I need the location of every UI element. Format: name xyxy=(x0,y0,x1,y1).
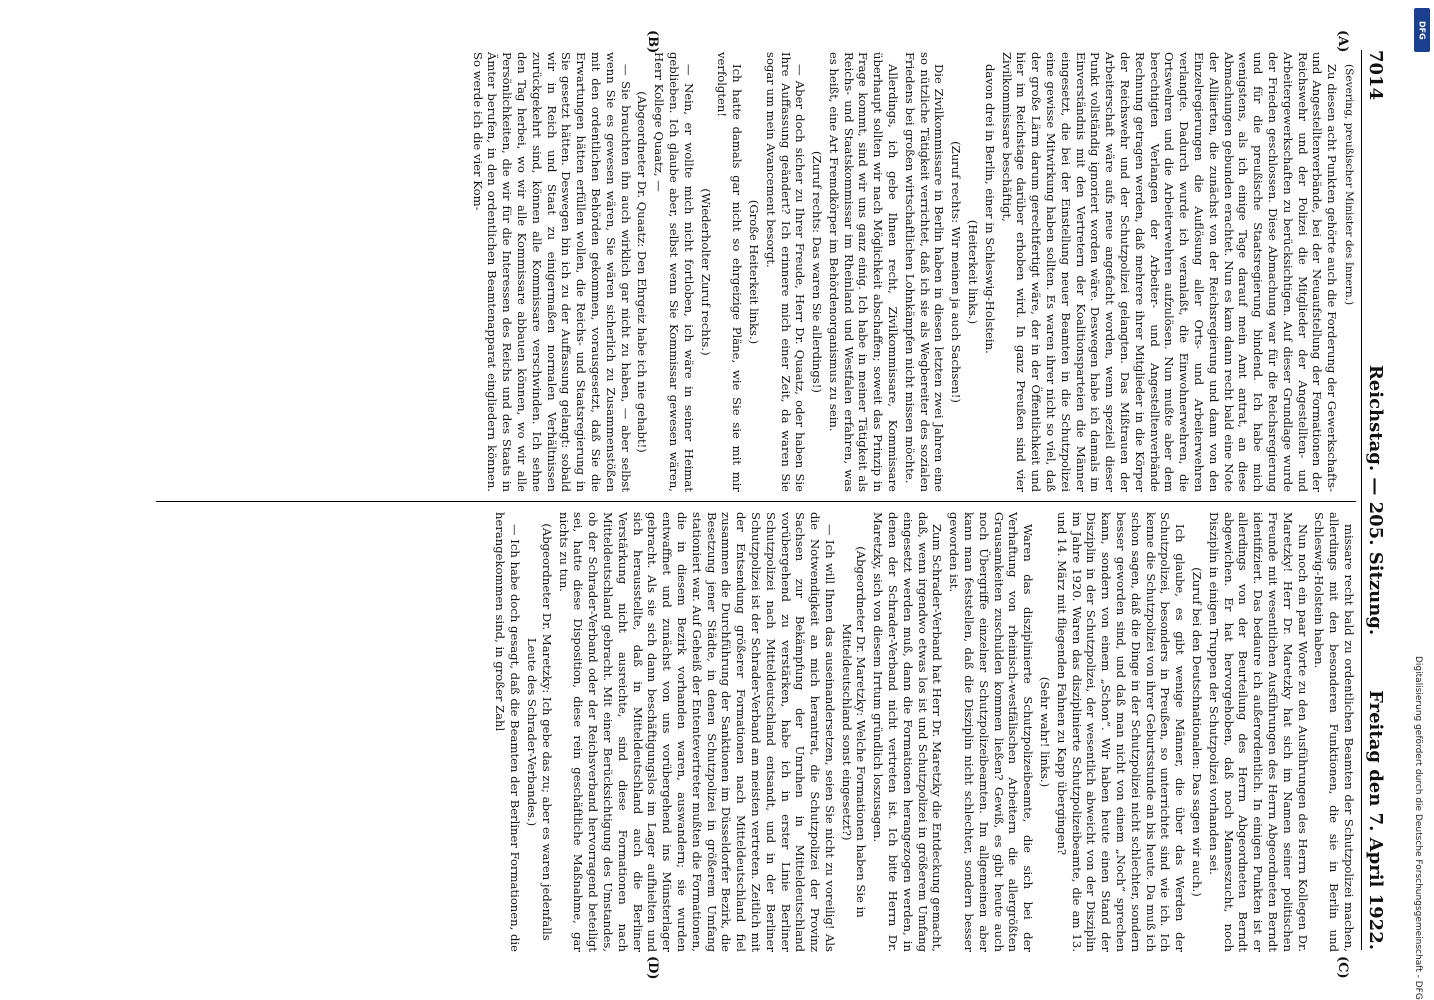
session-date: Freitag den 7. April 1922. xyxy=(1365,690,1386,950)
paragraph: — Aber doch sicher zu Ihrer Freude, Herr Dr. Quaatz, oder haben Sie Ihre Auffassung geändert? Ich erinnere mich einer Zeit, da waren Sie sogar um mein Avancement besorgt. xyxy=(763,52,808,492)
paragraph: davon drei in Berlin, einer in Schleswig-Holstein. xyxy=(982,64,997,354)
paragraph: (Zuruf bei den Deutschnationalen: Das sagen wir auch.) xyxy=(1190,567,1205,897)
paragraph: Zum Schrader-Verband hat Herr Dr. Maretzky die Entdeckung gemacht, daß, wenn irgendwo etwas los ist und Schutzpolizei in größerem Umfang eingesetzt werden muß, dann die Formationen herangezogen werden, in denen der Schrader-Verband nicht vertreten ist. Ich bitte Herrn Dr. Maretzky, sich von diesem Irrtum gründlich loszusagen. xyxy=(871,512,945,952)
column-divider xyxy=(156,501,1356,502)
page-header xyxy=(1361,50,1392,950)
paragraph: (Abgeordneter Dr. Quaatz: Den Ehrgeiz habe ich nie gehabt!) xyxy=(635,91,650,453)
margin-marker-b: (B) xyxy=(645,30,660,54)
paragraph: (Zuruf rechts: Wir meinen ja auch Sachsen!) xyxy=(949,141,964,403)
dfg-badge: DFG xyxy=(1414,8,1430,52)
session-title: Reichstag. — 205. Sitzung. xyxy=(1365,364,1386,636)
paragraph: Ich hatte damals gar nicht so ehrgeizige Pläne, wie Sie sie mit mir verfolgten! xyxy=(715,52,745,492)
paragraph: (Zuruf rechts: Das waren Sie allerdings!) xyxy=(810,151,825,393)
margin-marker-d: (D) xyxy=(645,956,660,980)
paragraph: — Ich habe doch gesagt, daß die Beamten der Berliner Formationen, die herangekommen sind, in großer Zahl xyxy=(493,512,523,952)
page-number: 7014 xyxy=(1365,50,1386,101)
paragraph: (Severing, preußischer Minister des Innern.) xyxy=(1343,64,1355,306)
digitization-note: Digitalisierung gefördert durch die Deutsche Forschungsgemeinschaft - DFG xyxy=(1413,656,1423,1000)
paragraph: missare recht bald zu ordentlichen Beamten der Schutzpolizei machen, allerdings mit den besonderen Funktionen, die sie in Berlin und Schleswig-Holstein haben. xyxy=(1312,512,1356,952)
paragraph: — Nein, er wollte mich nicht fortloben, ich wäre in seiner Heimat geblieben. Ich glaube aber, selbst wenn Sie Kommissar gewesen wären, Herr Kollege Quaatz, — xyxy=(652,52,696,492)
paragraph: (Abgeordneter Dr. Maretzky: Welche Formationen haben Sie in Mitteldeutschland sonst eingesetzt?) xyxy=(839,546,869,918)
paragraph: Nun noch ein paar Worte zu den Ausführungen des Herrn Kollegen Dr. Maretzky! Herr Dr. Maretzky hat sich im Namen seiner politischen Freunde mit wesentlichen Ausführungen des Herrn Abgeordneten Berndt identifiziert. Das bedaure ich außerordentlich. In einigen Punkten ist er allerdings von der Beurteilung des Herrn Abgeordneten Berndt abgewichen. Er hat hervorgehoben, daß noch Manneszucht, noch Disziplin in einigen Truppen der Schutzpolizei vorhanden sei. xyxy=(1206,512,1310,952)
paragraph: Die Zivilkommissare in Berlin haben in diesen letzten zwei Jahren eine so nützliche Tätigkeit verrichtet, daß ich sie als Wegbereiter des sozialen Friedens bei großen wirtschaftlichen Lohnkämpfen nicht missen möchte. xyxy=(902,52,947,492)
paragraph: — Sie brauchten ihn auch wirklich gar nicht zu haben, — aber selbst wenn Sie es gewesen wären, Sie wären sicherlich zu Zusammenstößen mit den ordentlichen Behörden gekommen, vorausgesetzt, daß Sie die Erwartungen hätten erfüllen wollen, die Reichs- und Staatsregierung in Sie gesetzt hätten. Deswegen bin ich zu der Auffassung gelangt: sobald wir in Reich und Staat zu einigermaßen normalen Verhältnissen zurückgekehrt sind, können alle Kommissare verschwinden. Ich sehne den Tag herbei, wo wir alle Kommissare abbauen können, wo wir alle Persönlichkeiten, die wir für die Interessen des Reichs und des Staats in Ämter berufen, in den ordentlichen Beamtenapparat eingliedern können. So werde ich die vier Kom- xyxy=(470,52,633,492)
paragraph: (Abgeordneter Dr. Maretzky: Ich gebe das zu; aber es waren jedenfalls Leute des Schrader-Verbandes.) xyxy=(524,523,554,941)
paragraph: (Wiederholter Zuruf rechts.) xyxy=(698,188,713,356)
paragraph: Waren das disziplinierte Schutzpolizeibeamte, die sich bei der Verhaftung von rheinisch-westfälischen Arbeitern die allergrößten Grausamkeiten zuschulden kommen ließen? Gewiß, es gibt heute auch noch Übergriffe einzelner Schutzpolizeibeamten. Im allgemeinen aber kann man feststellen, daß die Disziplin nicht schlechter, sondern besser geworden ist. xyxy=(947,512,1036,952)
margin-marker-a: (A) xyxy=(1335,30,1350,53)
paragraph: Allerdings, ich gebe Ihnen recht, Zivilkommissare, Kommissare überhaupt sollten wir nach Möglichkeit abschaffen; soweit das Prinzip in Frage kommt, sind wir uns ganz einig. Ich habe in meiner Tätigkeit als Reichs- und Staatskommissar im Rheinland und Westfalen erfahren, was es heißt, eine Art Fremdkörper im Behördenorganismus zu sein. xyxy=(826,52,901,492)
paragraph: — Ich will Ihnen das auseinandersetzen, seien Sie nicht zu voreilig! Als die Notwendigkeit an mich herantrat, die Schutzpolizei der Provinz Sachsen zur Bekämpfung der Unruhen in Mitteldeutschland vorübergehend zu verstärken, habe ich in erster Linie Berliner Schutzpolizei nach Mitteldeutschland entsandt, und in der Berliner Schutzpolizei ist der Schrader-Verband am meisten vertreten. Zeitlich mit der Entsendung größerer Formationen nach Mitteldeutschland fiel zusammen die Durchführung der Sanktionen im Düsseldorfer Bezirk, die Besetzung jener Städte, in denen Schutzpolizei in größerem Umfang stationiert war. Auf Geheiß der Ententevertreter mußten die Formationen, die in diesem Bezirk vorhanden waren, auswandern; sie wurden entwaffnet und zunächst von uns vorübergehend ins Münsterlager gebracht. Als sie sich dann beschäftigungslos im Lager aufhielten und sich herausstellte, daß in Mitteldeutschland auch die Berliner Verstärkung nicht ausreichte, sind diese Formationen nach Mitteldeutschland gebracht. Mit einer Berücksichtigung des Umstandes, ob der Schrader-Verband oder der Reichsverband hervorragend beteiligt sei, hatte diese Disposition, diese rein geschäftliche Maßnahme, gar nichts zu tun. xyxy=(556,512,837,952)
paragraph: Ich glaube, es gibt wenige Männer, die über das Werden der Schutzpolizei, besonders in Preußen, so unterrichtet sind wie ich. Ich kenne die Schutzpolizei von ihrer Geburtsstunde an bis heute. Da muß ich schon sagen, daß die Dinge in der Schutzpolizei nicht schlechter, sondern besser geworden sind, und daß man nicht von einem „Noch“ sprechen kann, sondern von einem „Schon“. Wir haben heute einen Stand der Disziplin in der Schutzpolizei, der wesentlich abweicht von der Disziplin im Jahre 1920. Waren das disziplinierte Schutzpolizeibeamte, die am 13. und 14. März mit fliegenden Fahnen zu Kapp übergingen? xyxy=(1054,512,1188,952)
paragraph: Zu diesen acht Punkten gehörte auch die Forderung der Gewerkschafts- und Angestelltenverbände, bei der Neuaufstellung der Formationen der Reichswehr und der Polizei die Mitglieder der Angestellten- und Arbeitergewerkschaften zu berücksichtigen. Auf dieser Grundlage wurde der Frieden geschlossen. Diese Abmachung war für die Reichsregierung und für die preußische Staatsregierung bindend. Ich habe mich wenigstens, als ich einige Tage darauf mein Amt antrat, an diese Abmachungen gebunden erachtet. Nun es kam dann recht bald eine Note der Alliierten, die zunächst von der Reichsregierung und dann von den Einzelregierungen die Auflösung aller Orts- und Arbeiterwehren verlangte. Dadurch wurde ich veranlaßt, die Einwohnerwehren, die Ortswehren und die Arbeiterwehren aufzulösen. Nun mußte aber dem berechtigten Verlangen der Arbeiter- und Angestelltenverbände Rechnung getragen werden, daß mehrere ihrer Mitglieder in die Körper der Reichswehr und der Schutzpolizei gelangten. Das Mißtrauen der Arbeiterschaft wäre aufs neue angefacht worden, wenn speziell dieser Punkt vollständig ignoriert worden wäre. Deswegen habe ich damals im Einverständnis mit den Vertretern der Koalitionsparteien die Männer eingesetzt, die bei der Einstellung neuer Beamten in die Schutzpolizei eine gewisse Mitwirkung haben sollten. Es waren ihrer nicht so viel, daß der große Lärm darum gerechtfertigt wäre, der in der Öffentlichkeit und hier im Reichstage darüber erhoben wird. In ganz Preußen sind vier Zivilkommissare beschäftigt, xyxy=(999,52,1340,492)
paragraph: (Heiterkeit links.) xyxy=(966,219,981,325)
right-column xyxy=(156,512,1356,952)
paragraph: (Sehr wahr! links.) xyxy=(1038,676,1053,788)
paragraph: (Große Heiterkeit links.) xyxy=(746,199,761,345)
margin-marker-c: (C) xyxy=(1335,956,1350,979)
left-column xyxy=(156,52,1356,492)
